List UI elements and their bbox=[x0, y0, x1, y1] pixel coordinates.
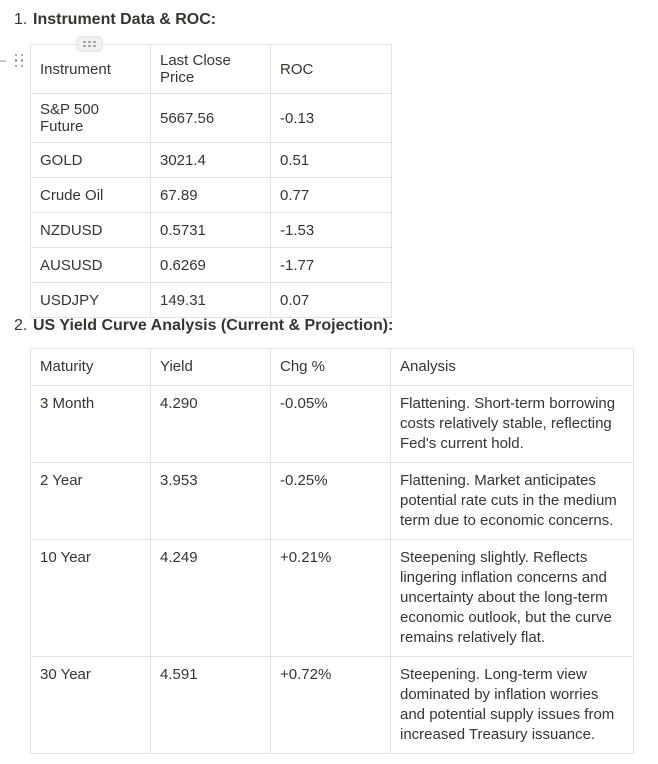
dot bbox=[83, 45, 85, 47]
dot bbox=[83, 41, 85, 43]
table-row bbox=[31, 283, 392, 318]
table-cell[interactable]: -0.05% bbox=[271, 386, 391, 463]
dot bbox=[93, 41, 95, 43]
table-cell[interactable]: 0.51 bbox=[271, 143, 392, 178]
table-cell[interactable]: 10 Year bbox=[31, 540, 151, 657]
table-cell[interactable]: 2 Year bbox=[31, 463, 151, 540]
table-cell[interactable]: -0.25% bbox=[271, 463, 391, 540]
table-cell[interactable]: +0.72% bbox=[271, 657, 391, 754]
table-row bbox=[31, 178, 392, 213]
dot bbox=[21, 65, 24, 68]
table-row bbox=[31, 386, 634, 463]
table-cell[interactable]: 67.89 bbox=[151, 178, 271, 213]
table-cell[interactable]: Flattening. Market anticipates potential rate cuts in the medium term due to economic concerns. bbox=[391, 463, 634, 540]
column-header[interactable]: Last Close Price bbox=[151, 45, 271, 94]
section-title: US Yield Curve Analysis (Current & Projection): bbox=[33, 317, 394, 334]
table-cell[interactable]: Flattening. Short-term borrowing costs relatively stable, reflecting Fed's current hold. bbox=[391, 386, 634, 463]
table-cell[interactable]: 4.591 bbox=[151, 657, 271, 754]
table-cell[interactable]: S&P 500 Future bbox=[31, 94, 151, 143]
table-cell[interactable]: -1.77 bbox=[271, 248, 392, 283]
table-cell[interactable]: 0.5731 bbox=[151, 213, 271, 248]
dot bbox=[88, 45, 90, 47]
table-cell[interactable]: 4.249 bbox=[151, 540, 271, 657]
table-cell[interactable]: Steepening. Long-term view dominated by inflation worries and potential supply issues from increased Treasury issuance. bbox=[391, 657, 634, 754]
table-cell[interactable]: 4.290 bbox=[151, 386, 271, 463]
table-row bbox=[31, 248, 392, 283]
dot bbox=[15, 59, 18, 62]
dot bbox=[15, 65, 18, 68]
column-header[interactable]: Analysis bbox=[391, 349, 634, 386]
add-block-plus-icon-partial[interactable] bbox=[0, 60, 6, 62]
block-drag-handle-icon[interactable] bbox=[13, 52, 25, 69]
list-number: 2. bbox=[14, 317, 28, 334]
table-cell[interactable]: -0.13 bbox=[271, 94, 392, 143]
column-header[interactable]: Chg % bbox=[271, 349, 391, 386]
section-title: Instrument Data & ROC: bbox=[33, 11, 217, 28]
table-cell[interactable]: 5667.56 bbox=[151, 94, 271, 143]
yield-curve-table bbox=[30, 348, 634, 754]
table-cell[interactable]: NZDUSD bbox=[31, 213, 151, 248]
table-cell[interactable]: 3.953 bbox=[151, 463, 271, 540]
table-header-row bbox=[31, 349, 634, 386]
table-row bbox=[31, 540, 634, 657]
table-drag-handle-icon[interactable] bbox=[76, 36, 103, 52]
table-row bbox=[31, 213, 392, 248]
numbered-list-item-1[interactable] bbox=[0, 9, 216, 31]
dot bbox=[88, 41, 90, 43]
table-cell[interactable]: 3021.4 bbox=[151, 143, 271, 178]
column-header[interactable]: Maturity bbox=[31, 349, 151, 386]
table-cell[interactable]: GOLD bbox=[31, 143, 151, 178]
dot bbox=[15, 54, 18, 57]
dot bbox=[21, 54, 24, 57]
column-header[interactable]: ROC bbox=[271, 45, 392, 94]
table-cell[interactable]: +0.21% bbox=[271, 540, 391, 657]
table-cell[interactable]: 149.31 bbox=[151, 283, 271, 318]
numbered-list-item-2[interactable] bbox=[0, 315, 393, 337]
table-row bbox=[31, 657, 634, 754]
table-cell[interactable]: Crude Oil bbox=[31, 178, 151, 213]
table-cell[interactable]: 0.07 bbox=[271, 283, 392, 318]
table-cell[interactable]: USDJPY bbox=[31, 283, 151, 318]
table-cell[interactable]: 30 Year bbox=[31, 657, 151, 754]
dot bbox=[21, 59, 24, 62]
table-cell[interactable]: AUSUSD bbox=[31, 248, 151, 283]
column-header[interactable]: Yield bbox=[151, 349, 271, 386]
table-cell[interactable]: 3 Month bbox=[31, 386, 151, 463]
table-row bbox=[31, 463, 634, 540]
table-row bbox=[31, 143, 392, 178]
table-cell[interactable]: 0.6269 bbox=[151, 248, 271, 283]
table-cell[interactable]: 0.77 bbox=[271, 178, 392, 213]
list-number: 1. bbox=[14, 11, 28, 28]
table-cell[interactable]: Steepening slightly. Reflects lingering inflation concerns and uncertainty about the long-term economic outlook, but the curve remains relatively flat. bbox=[391, 540, 634, 657]
table-row bbox=[31, 94, 392, 143]
dot bbox=[93, 45, 95, 47]
column-header[interactable]: Instrument bbox=[31, 45, 151, 94]
table-cell[interactable]: -1.53 bbox=[271, 213, 392, 248]
instrument-table bbox=[30, 44, 392, 318]
